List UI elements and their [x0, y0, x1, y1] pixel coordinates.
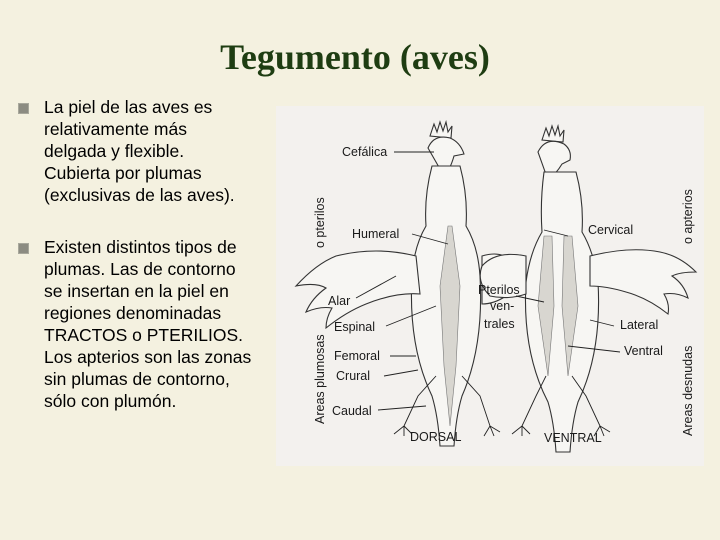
label-cervical: Cervical	[588, 223, 634, 237]
slide-title: Tegumento (aves)	[220, 37, 490, 77]
label-areas-plumosas: Areas plumosas	[313, 334, 327, 424]
label-cefalica: Cefálica	[342, 145, 388, 159]
bullet-item	[14, 96, 289, 206]
label-caudal: Caudal	[332, 404, 372, 418]
square-bullet-icon	[18, 243, 29, 254]
label-pterilos-trales: trales	[484, 317, 515, 331]
bird-pterylae-figure	[276, 106, 704, 466]
label-ventral-tract: Ventral	[624, 344, 663, 358]
bullet-text: Existen distintos tipos de plumas. Las de contorno se insertan en la piel en regiones denominadas TRACTOS o PTERILIOS. Los apterios son las zonas sin plumas de contorno, sólo con plumón.	[44, 237, 252, 411]
label-pterilos: Pterilos	[478, 283, 520, 297]
label-lateral: Lateral	[620, 318, 659, 332]
bullet-item	[14, 236, 289, 412]
label-o-apterios: o apterios	[681, 189, 695, 244]
square-bullet-icon	[18, 103, 29, 114]
label-espinal: Espinal	[334, 320, 375, 334]
label-dorsal-view: DORSAL	[410, 430, 462, 444]
bullet-text: La piel de las aves es relativamente más delgada y flexible. Cubierta por plumas (exclusivas de las aves).	[44, 97, 235, 205]
bird-diagram	[276, 106, 704, 466]
label-ventral-view: VENTRAL	[544, 431, 602, 445]
label-pterilos-ven: ven-	[490, 299, 515, 313]
label-alar: Alar	[328, 294, 351, 308]
label-femoral: Femoral	[334, 349, 380, 363]
label-humeral: Humeral	[352, 227, 400, 241]
label-o-pterilos: o pterilos	[313, 197, 327, 248]
label-crural: Crural	[336, 369, 371, 383]
bullet-list	[14, 96, 289, 412]
label-areas-desnudas: Areas desnudas	[681, 345, 695, 436]
